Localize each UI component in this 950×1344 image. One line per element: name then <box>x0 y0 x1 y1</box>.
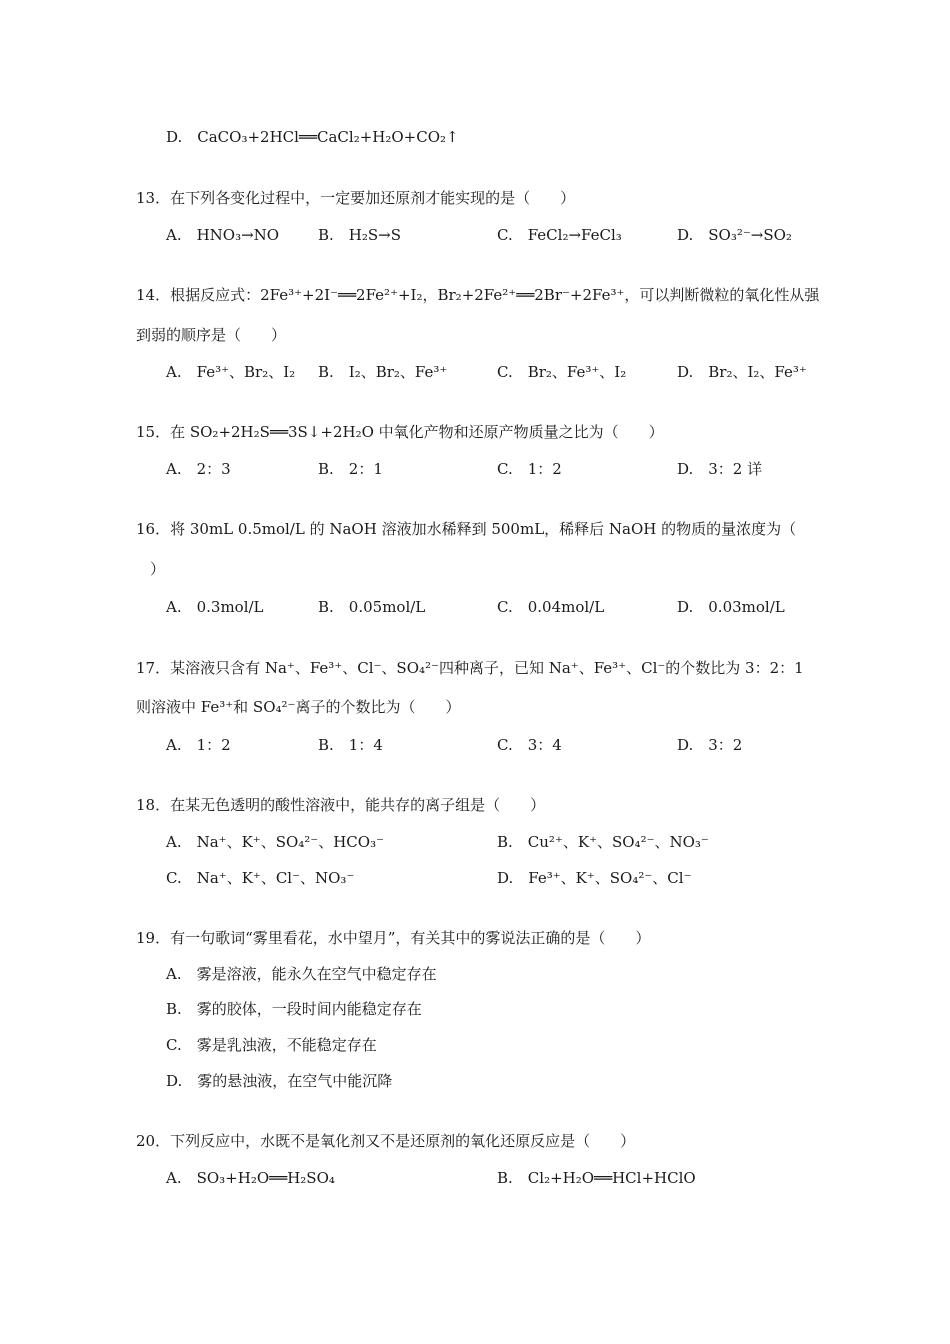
q14-option-b: B. I₂、Br₂、Fe³⁺ <box>318 363 448 381</box>
q16-option-d: D. 0.03mol/L <box>677 598 785 616</box>
q14-stem-line1: 14．根据反应式：2Fe³⁺+2I⁻══2Fe²⁺+I₂，Br₂+2Fe²⁺══2Br⁻+2Fe³⁺，可以判断微粒的氧化性从强 <box>136 286 820 304</box>
q19-option-c: C. 雾是乳浊液，不能稳定存在 <box>166 1036 377 1054</box>
q14-option-d: D. Br₂、I₂、Fe³⁺ <box>677 363 807 381</box>
q15-option-b: B. 2：1 <box>318 460 383 478</box>
q19-option-a: A. 雾是溶液，能永久在空气中稳定存在 <box>166 965 437 983</box>
q17-option-d: D. 3：2 <box>677 736 743 754</box>
q16-option-b: B. 0.05mol/L <box>318 598 426 616</box>
q16-stem-line1: 16．将 30mL 0.5mol/L 的 NaOH 溶液加水稀释到 500mL，稀释后 NaOH 的物质的量浓度为（ <box>136 520 797 538</box>
q15-option-c: C. 1：2 <box>497 460 562 478</box>
q19-option-d: D. 雾的悬浊液，在空气中能沉降 <box>166 1072 393 1090</box>
q14-option-c: C. Br₂、Fe³⁺、I₂ <box>497 363 627 381</box>
q13-option-d: D. SO₃²⁻→SO₂ <box>677 226 792 244</box>
q12-option-d: D. CaCO₃+2HCl══CaCl₂+H₂O+CO₂↑ <box>166 128 459 146</box>
q15-option-a: A. 2：3 <box>166 460 231 478</box>
q18-stem: 18．在某无色透明的酸性溶液中，能共存的离子组是（ ） <box>136 796 546 814</box>
q13-stem: 13．在下列各变化过程中，一定要加还原剂才能实现的是（ ） <box>136 189 576 207</box>
q17-option-a: A. 1：2 <box>166 736 231 754</box>
q13-option-b: B. H₂S→S <box>318 226 402 244</box>
q17-stem-line2: 则溶液中 Fe³⁺和 SO₄²⁻离子的个数比为（ ） <box>136 698 461 716</box>
q16-option-a: A. 0.3mol/L <box>166 598 264 616</box>
q19-stem: 19．有一句歌词“雾里看花，水中望月”，有关其中的雾说法正确的是（ ） <box>136 929 651 947</box>
q17-stem-line1: 17．某溶液只含有 Na⁺、Fe³⁺、Cl⁻、SO₄²⁻四种离子，已知 Na⁺、Fe³⁺、Cl⁻的个数比为 3：2：1 <box>136 659 804 677</box>
q14-option-a: A. Fe³⁺、Br₂、I₂ <box>166 363 296 381</box>
q18-option-c: C. Na⁺、K⁺、Cl⁻、NO₃⁻ <box>166 869 355 887</box>
q13-option-a: A. HNO₃→NO <box>166 226 280 244</box>
q17-option-c: C. 3：4 <box>497 736 562 754</box>
q17-option-b: B. 1：4 <box>318 736 383 754</box>
q19-option-b: B. 雾的胶体，一段时间内能稳定存在 <box>166 1000 422 1018</box>
q16-stem-line2: ） <box>150 560 166 578</box>
q15-stem: 15．在 SO₂+2H₂S══3S↓+2H₂O 中氧化产物和还原产物质量之比为（ ） <box>136 423 664 441</box>
q18-option-d: D. Fe³⁺、K⁺、SO₄²⁻、Cl⁻ <box>497 869 692 887</box>
q13-option-c: C. FeCl₂→FeCl₃ <box>497 226 622 244</box>
q20-option-b: B. Cl₂+H₂O══HCl+HClO <box>497 1169 696 1187</box>
q20-stem: 20．下列反应中，水既不是氧化剂又不是还原剂的氧化还原反应是（ ） <box>136 1132 636 1150</box>
q14-stem-line2: 到弱的顺序是（ ） <box>136 326 287 344</box>
q18-option-a: A. Na⁺、K⁺、SO₄²⁻、HCO₃⁻ <box>166 833 385 851</box>
q15-option-d: D. 3：2 详 <box>677 460 763 478</box>
q20-option-a: A. SO₃+H₂O══H₂SO₄ <box>166 1169 335 1187</box>
q16-option-c: C. 0.04mol/L <box>497 598 605 616</box>
q18-option-b: B. Cu²⁺、K⁺、SO₄²⁻、NO₃⁻ <box>497 833 709 851</box>
